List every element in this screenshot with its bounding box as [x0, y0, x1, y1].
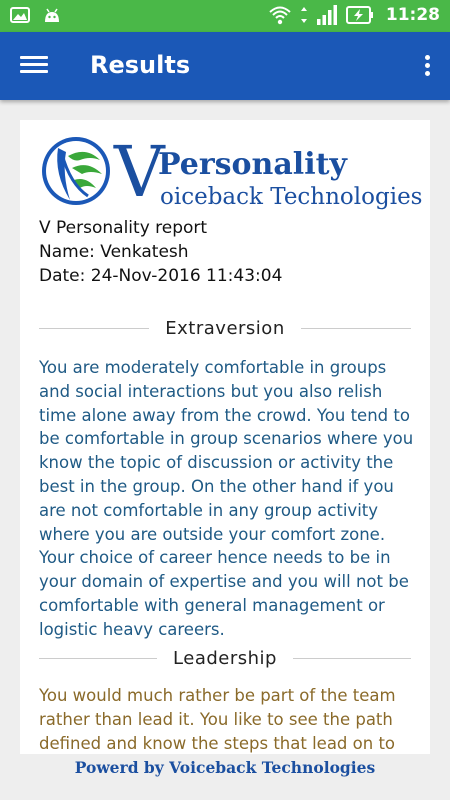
report-name: Name: Venkatesh — [39, 242, 189, 262]
logo-line2: oiceback Technologies — [160, 184, 423, 210]
footer-text: Powerd by Voiceback Technologies — [74, 758, 376, 777]
report-info — [39, 216, 282, 288]
image-notification-icon — [10, 6, 30, 24]
report-card — [20, 120, 430, 754]
clock: 11:28 — [385, 5, 440, 25]
logo-line1: Personality — [158, 147, 347, 182]
logo-letter: V — [114, 131, 165, 213]
section-heading-leadership — [39, 646, 411, 670]
signal-icon — [316, 4, 338, 26]
android-icon — [42, 6, 62, 24]
more-vert-icon[interactable] — [422, 52, 432, 80]
menu-icon[interactable] — [20, 52, 48, 80]
status-bar — [0, 0, 450, 32]
divider — [301, 328, 411, 329]
section-heading-extraversion — [39, 316, 411, 340]
battery-charging-icon — [346, 4, 374, 26]
vpersonality-logo — [40, 131, 423, 214]
section-heading-label: Leadership — [173, 647, 277, 669]
footer — [0, 754, 450, 800]
report-title: V Personality report — [39, 218, 208, 238]
divider — [39, 328, 149, 329]
wifi-icon — [268, 4, 292, 26]
report-date: Date: 24-Nov-2016 11:43:04 — [39, 266, 283, 286]
section-text-leadership: You would much rather be part of the team rather than lead it. You like to see the path defined and know the steps that lead on to — [39, 686, 396, 753]
divider — [39, 658, 157, 659]
data-arrows-icon — [300, 5, 308, 25]
divider — [293, 658, 411, 659]
app-bar — [0, 32, 450, 100]
page-title: Results — [90, 51, 191, 79]
section-text-extraversion: You are moderately comfortable in groups and social interactions but you also relish time alone away from the crowd. You tend to be comfortable in group scenarios where you know the topic of discussion or activity the best in the group. On the other hand if you are not comfortable in any group activity where you are outside your comfort zone. Your choice of career hence needs to be in your domain of expertise and you will not be comfortable with general management or logistic heavy careers. — [39, 358, 414, 639]
section-heading-label: Extraversion — [165, 317, 285, 339]
